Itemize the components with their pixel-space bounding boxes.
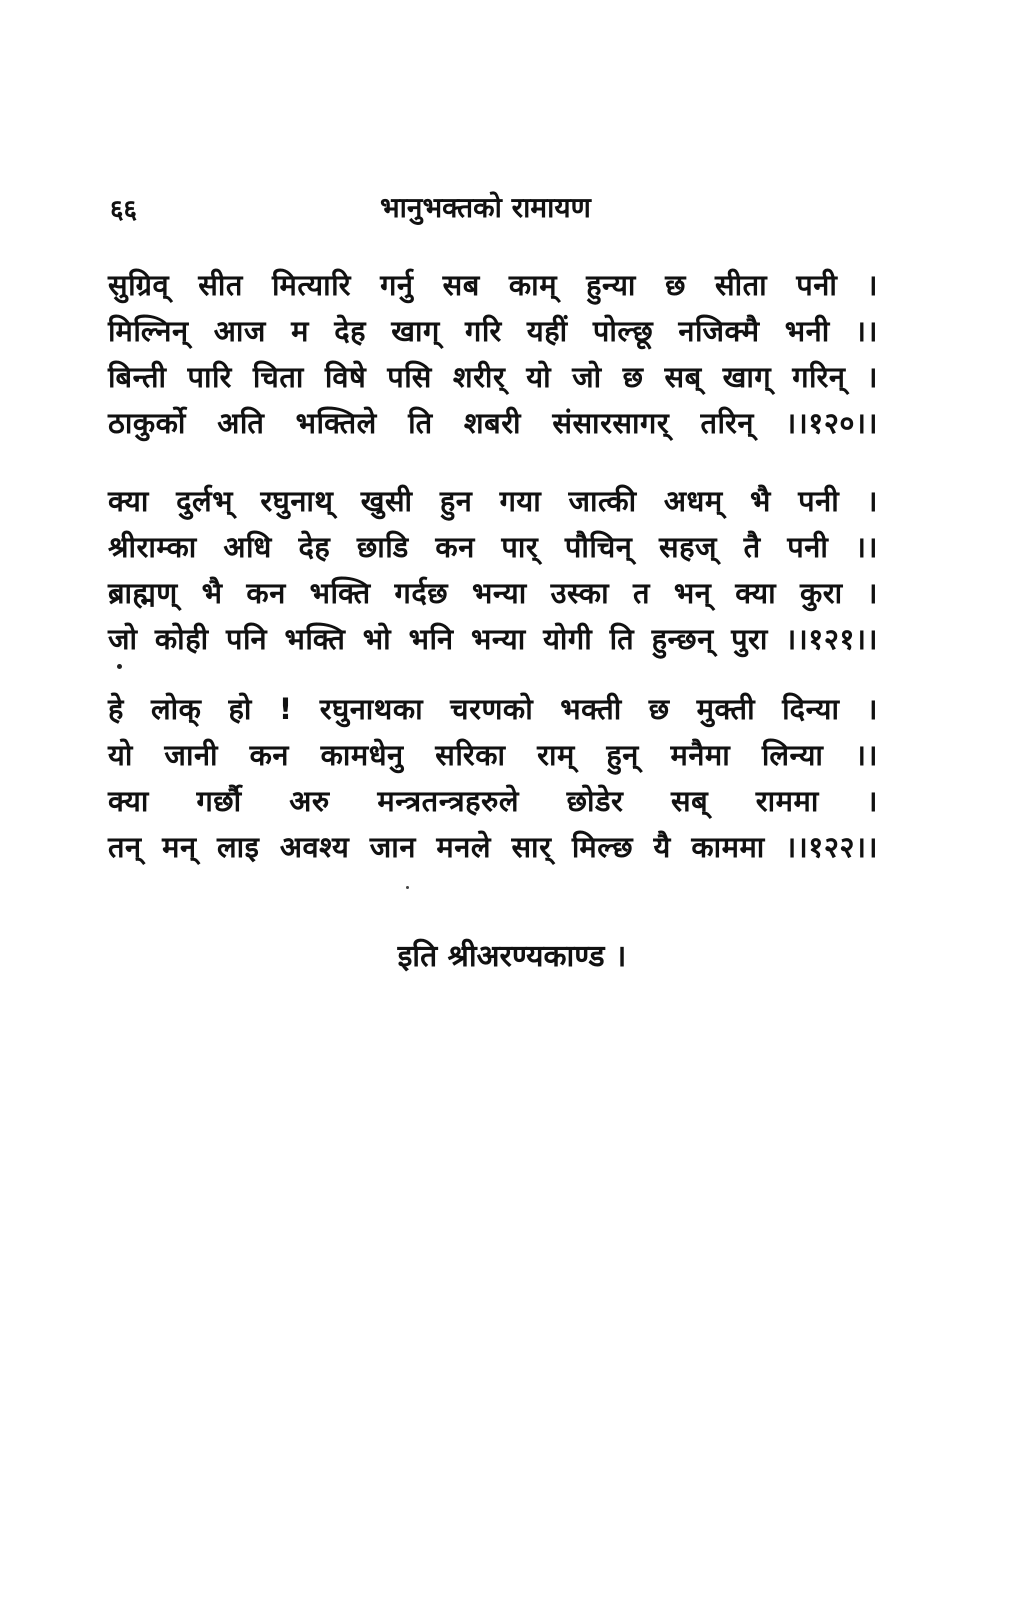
chapter-colophon: इति श्रीअरण्यकाण्ड । xyxy=(397,939,627,974)
running-title: भानुभक्तको रामायण xyxy=(380,191,591,224)
verse-line: मिल्निन् आज म देह खाग् गरि यहीं पोल्छू नजिक्मै भनी ।। xyxy=(108,314,878,348)
print-speck xyxy=(117,664,122,669)
verse-stanza-122 xyxy=(108,686,878,870)
verse-line: यो जानी कन कामधेनु सरिका राम् हुन् मनैमा लिन्या ।। xyxy=(108,738,878,772)
verse-line: तन् मन् लाइ अवश्य जान मनले सार् मिल्छ यै काममा ।।१२२।। xyxy=(108,830,878,864)
verse-line: सुग्रिव् सीत मित्यारि गर्नु सब काम् हुन्या छ सीता पनी । xyxy=(108,268,878,302)
verse-line: जो कोही पनि भक्ति भो भनि भन्या योगी ति हुन्छन् पुरा ।।१२१।। xyxy=(108,622,878,656)
verse-line: ब्राह्मण् भै कन भक्ति गर्दछ भन्या उस्का त भन् क्या कुरा । xyxy=(108,576,878,610)
verse-line: श्रीराम्का अधि देह छाडि कन पार् पौचिन् सहज् तै पनी ।। xyxy=(108,530,878,564)
verse-line: ठाकुर्को अति भक्तिले ति शबरी संसारसागर् तरिन् ।।१२०।। xyxy=(108,406,878,440)
verse-line: क्या दुर्लभ् रघुनाथ् खुसी हुन गया जात्की अधम् भै पनी । xyxy=(108,484,878,518)
verse-line: बिन्ती पारि चिता विषे पसि शरीर् यो जो छ सब् खाग् गरिन् । xyxy=(108,360,878,394)
print-speck xyxy=(406,886,409,889)
page-number: ६६ xyxy=(110,195,138,225)
verse-line: हे लोक् हो ! रघुनाथका चरणको भक्ती छ मुक्ती दिन्या । xyxy=(108,692,878,726)
verse-stanza-121 xyxy=(108,478,878,662)
verse-line: क्या गर्छौ अरु मन्त्रतन्त्रहरुले छोडेर सब् राममा । xyxy=(108,784,878,818)
verse-stanza-120 xyxy=(108,262,878,446)
